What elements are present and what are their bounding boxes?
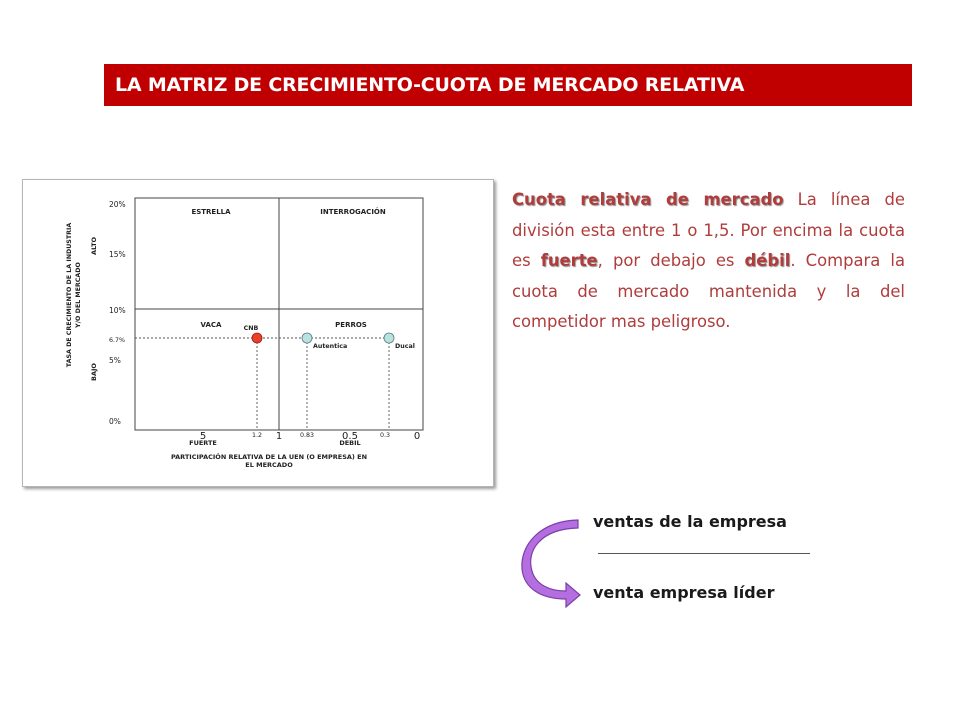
- curved-arrow-icon: [520, 515, 590, 610]
- formula-numerator: ventas de la empresa: [593, 512, 787, 531]
- description-strong-word: fuerte: [540, 251, 598, 270]
- x-minor-0-83: 0.83: [299, 432, 315, 439]
- description-part3: . Compara la cuota de mercado mantenida y la del competidor mas peligroso.: [512, 251, 905, 331]
- label-cnb: CNB: [243, 325, 259, 332]
- x-tick-0: 0: [413, 431, 421, 442]
- point-autentica: [302, 333, 312, 343]
- y-tick-15: 15%: [109, 250, 126, 259]
- description-lead: Cuota relativa de mercado: [512, 190, 784, 209]
- quadrant-estrella: ESTRELLA: [191, 208, 231, 216]
- cuota-relativa-description: [512, 185, 905, 338]
- slide-title: LA MATRIZ DE CRECIMIENTO-CUOTA DE MERCADO RELATIVA: [104, 64, 912, 106]
- y-tick-5: 5%: [109, 356, 121, 365]
- y-axis-title: TASA DE CRECIMIENTO DE LA INDUSTRIA: [66, 222, 73, 368]
- y-tick-6-7: 6.7%: [109, 337, 125, 344]
- x-tick-1: 1: [275, 431, 283, 442]
- y-tick-20: 20%: [109, 200, 126, 209]
- x-minor-0-3: 0.3: [379, 432, 391, 439]
- point-cnb: [252, 333, 262, 343]
- quadrant-perros: PERROS: [335, 321, 367, 329]
- point-ducal: [384, 333, 394, 343]
- x-axis-title: PARTICIPACIÓN RELATIVA DE LA UEN (O EMPRESA) EN: [170, 453, 368, 461]
- growth-share-matrix-figure: [22, 179, 494, 487]
- description-part2: , por debajo es: [597, 251, 745, 270]
- quadrant-interrogacion: INTERROGACIÓN: [320, 208, 386, 216]
- x-label-fuerte: FUERTE: [189, 439, 217, 447]
- label-ducal: Ducal: [395, 343, 415, 350]
- x-tick-0-5: 0.5: [342, 431, 358, 442]
- fraction-divider: [598, 553, 810, 554]
- label-autentica: Autentica: [313, 343, 348, 350]
- x-minor-1-2: 1.2: [251, 432, 263, 439]
- y-tick-0: 0%: [109, 417, 121, 426]
- y-label-bajo: BAJO: [90, 363, 98, 381]
- y-label-alto: ALTO: [90, 236, 98, 256]
- x-label-debil: DEBIL: [339, 439, 361, 447]
- formula-denominator: venta empresa líder: [593, 583, 775, 602]
- description-weak-word: débil: [744, 251, 791, 270]
- growth-share-matrix: [23, 180, 493, 486]
- y-axis-title-line2: Y/O DEL MERCADO: [75, 262, 82, 328]
- y-tick-10: 10%: [109, 306, 126, 315]
- x-axis-title-line2: EL MERCADO: [245, 461, 293, 469]
- x-tick-5: 5: [199, 431, 207, 442]
- description-part1: La línea de división esta entre 1 o 1,5. Por encima la cuota es: [512, 190, 905, 270]
- quadrant-vaca: VACA: [200, 321, 222, 329]
